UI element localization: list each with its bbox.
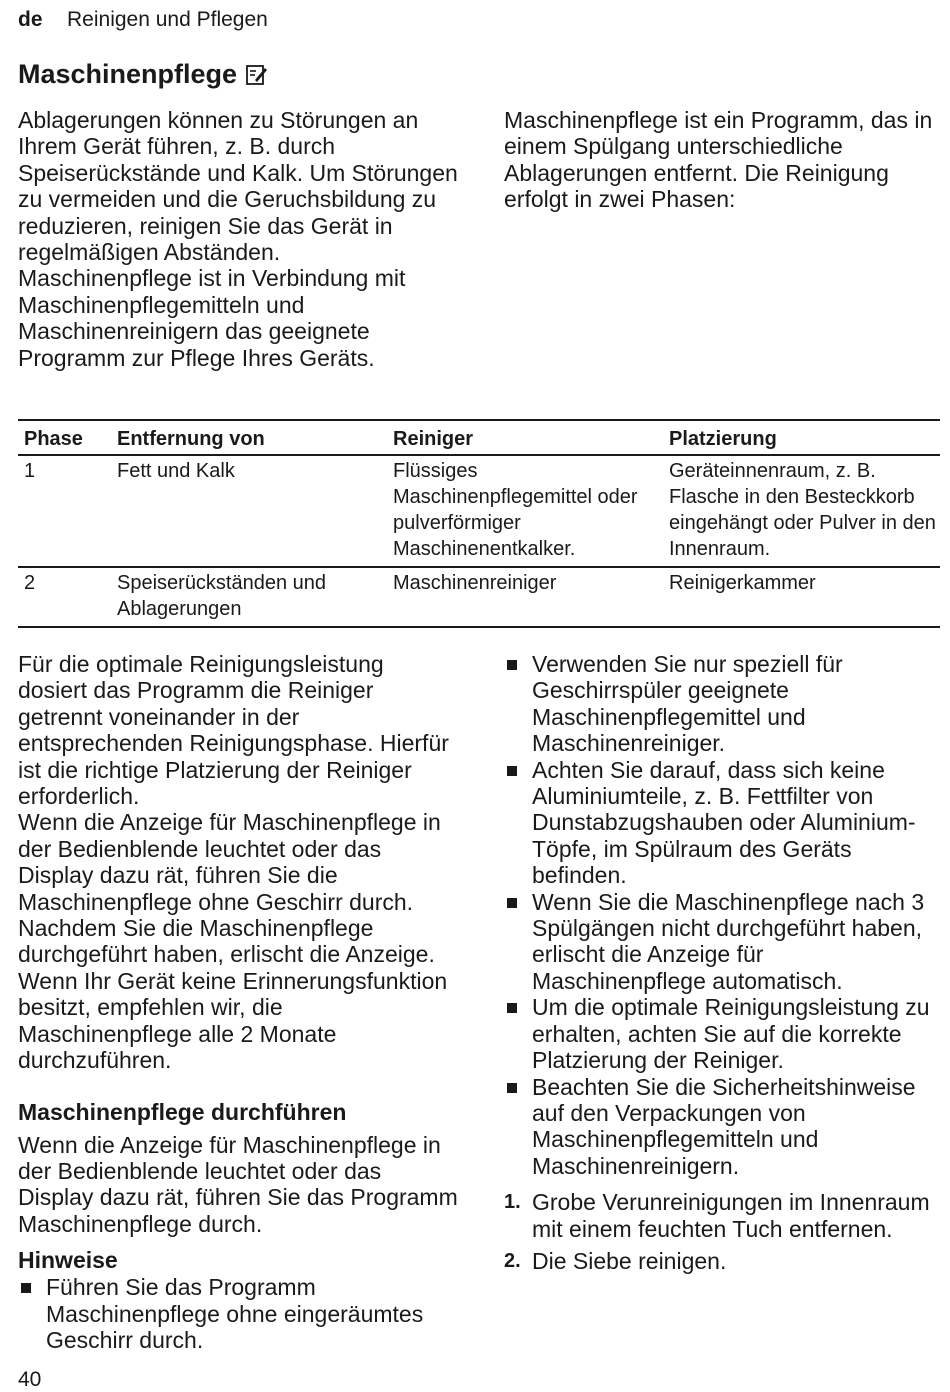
bullet-square-icon (507, 1003, 517, 1013)
bullet-square-icon (507, 766, 517, 776)
list-item (504, 757, 940, 889)
intro-right-text: Maschinenpflege ist ein Programm, das in einem Spülgang unterschiedliche Ablagerungen entfernt. Die Reinigung erfolgt in zwei Phasen: (504, 107, 933, 213)
intro-left-text: Ablagerungen können zu Störungen an Ihrem Gerät führen, z. B. durch Speiserückstände und Kalk. Um Störungen zu vermeiden und die Geruchsbildung zu reduzieren, reinigen Sie das Gerät in regelmäßigen Abständen. Maschinenpflege ist in Verbindung mit Maschinenpflegemitteln und Maschinenreinigern das geeignete Programm zur Pflege Ihres Geräts. (18, 107, 458, 371)
step-text: Grobe Verunreinigungen im Innenraum mit einem feuchten Tuch entfernen. (532, 1189, 930, 1242)
page-title-text: Maschinenpflege (18, 59, 238, 89)
step-item (504, 1189, 940, 1242)
list-item-text: Achten Sie darauf, dass sich keine Aluminiumteile, z. B. Fettfilter von Dunstabzugshauben oder Aluminium-Töpfe, im Spülraum des Geräts befinden. (532, 756, 916, 889)
bullet-square-icon (507, 1083, 517, 1093)
table-cell: Geräteinnenraum, z. B. Flasche in den Besteckkorb eingehängt oder Pulver in den Innenraum. (669, 460, 936, 560)
table-cell: Maschinenreiniger (393, 572, 557, 594)
bullet-list (504, 651, 940, 1179)
step-number: 1. (504, 1191, 521, 1214)
bullet-square-icon (507, 660, 517, 670)
bullet-square-icon (507, 898, 517, 908)
bullet-square-icon (21, 1283, 31, 1293)
table-header-removal: Entfernung von (117, 428, 265, 450)
subheading: Maschinenpflege durchführen (18, 1098, 347, 1125)
table-header-phase: Phase (24, 428, 83, 450)
body-left-para2: Wenn die Anzeige für Maschinenpflege in der Bedienblende leuchtet oder das Display dazu rät, führen Sie das Programm Maschinenpflege durch. (18, 1131, 458, 1237)
table-cell: 2 (24, 572, 36, 594)
language-code: de (18, 8, 43, 31)
step-list (504, 1189, 940, 1274)
step-text: Die Siebe reinigen. (532, 1247, 727, 1274)
table-cell: Speiserückständen und Ablagerungen (117, 572, 327, 620)
section-title: Reinigen und Pflegen (67, 8, 268, 31)
list-item-text: Beachten Sie die Sicherheitshinweise auf den Verpackungen von Maschinenpflegemitteln und Maschinenreinigern. (532, 1073, 916, 1179)
table-header-cleaner: Reiniger (393, 428, 474, 450)
table-header-placement: Platzierung (669, 428, 777, 450)
list-item (504, 1074, 940, 1180)
table-cell: Fett und Kalk (117, 460, 235, 482)
phase-table (18, 419, 940, 628)
list-item-text: Verwenden Sie nur speziell für Geschirrspüler geeignete Maschinenpflegemittel und Maschinenreiniger. (532, 651, 843, 757)
step-number: 2. (504, 1249, 521, 1272)
body-left-para1: Für die optimale Reinigungsleistung dosiert das Programm die Reiniger getrennt voneinander in der entsprechenden Reinigungsphase. Hierfür ist die richtige Platzierung der Reiniger erforderlich. Wenn die Anzeige für Maschinenpflege in der Bedienblende leuchtet oder das Display dazu rät, führen Sie die Maschinenpflege ohne Geschirr durch. Nachdem Sie die Maschinenpflege durchgeführt haben, erlischt die Anzeige. Wenn Ihr Gerät keine Erinnerungsfunktion besitzt, empfehlen wir, die Maschinenpflege alle 2 Monate durchzuführen. (18, 651, 449, 1074)
dishwasher-care-icon (245, 63, 269, 87)
table-header-row (18, 420, 940, 455)
page-number: 40 (18, 1368, 42, 1391)
list-item (504, 994, 940, 1073)
page-title (18, 59, 269, 90)
list-item (504, 889, 940, 995)
list-item-text: Um die optimale Reinigungsleistung zu erhalten, achten Sie auf die korrekte Platzierung der Reiniger. (532, 994, 930, 1074)
table-cell: Reinigerkammer (669, 572, 816, 594)
body-right (504, 651, 940, 1274)
list-item-text: Wenn Sie die Maschinenpflege nach 3 Spülgängen nicht durchgeführt haben, erlischt die Anzeige für Maschinenpflege automatisch. (532, 888, 925, 994)
step-item (504, 1248, 940, 1274)
table-cell: Flüssiges Maschinenpflegemittel oder pulverförmiger Maschinenentkalker. (393, 460, 638, 560)
table-row (18, 455, 940, 567)
table-row (18, 567, 940, 627)
intro-right (504, 107, 940, 213)
body-left (18, 651, 458, 1353)
list-item (504, 651, 940, 757)
list-item-text: Führen Sie das Programm Maschinenpflege ohne eingeräumtes Geschirr durch. (46, 1274, 424, 1353)
intro-left (18, 107, 458, 371)
notes-list (18, 1274, 458, 1353)
list-item (18, 1274, 458, 1353)
notes-heading: Hinweise (18, 1247, 118, 1274)
table-cell: 1 (24, 460, 36, 482)
